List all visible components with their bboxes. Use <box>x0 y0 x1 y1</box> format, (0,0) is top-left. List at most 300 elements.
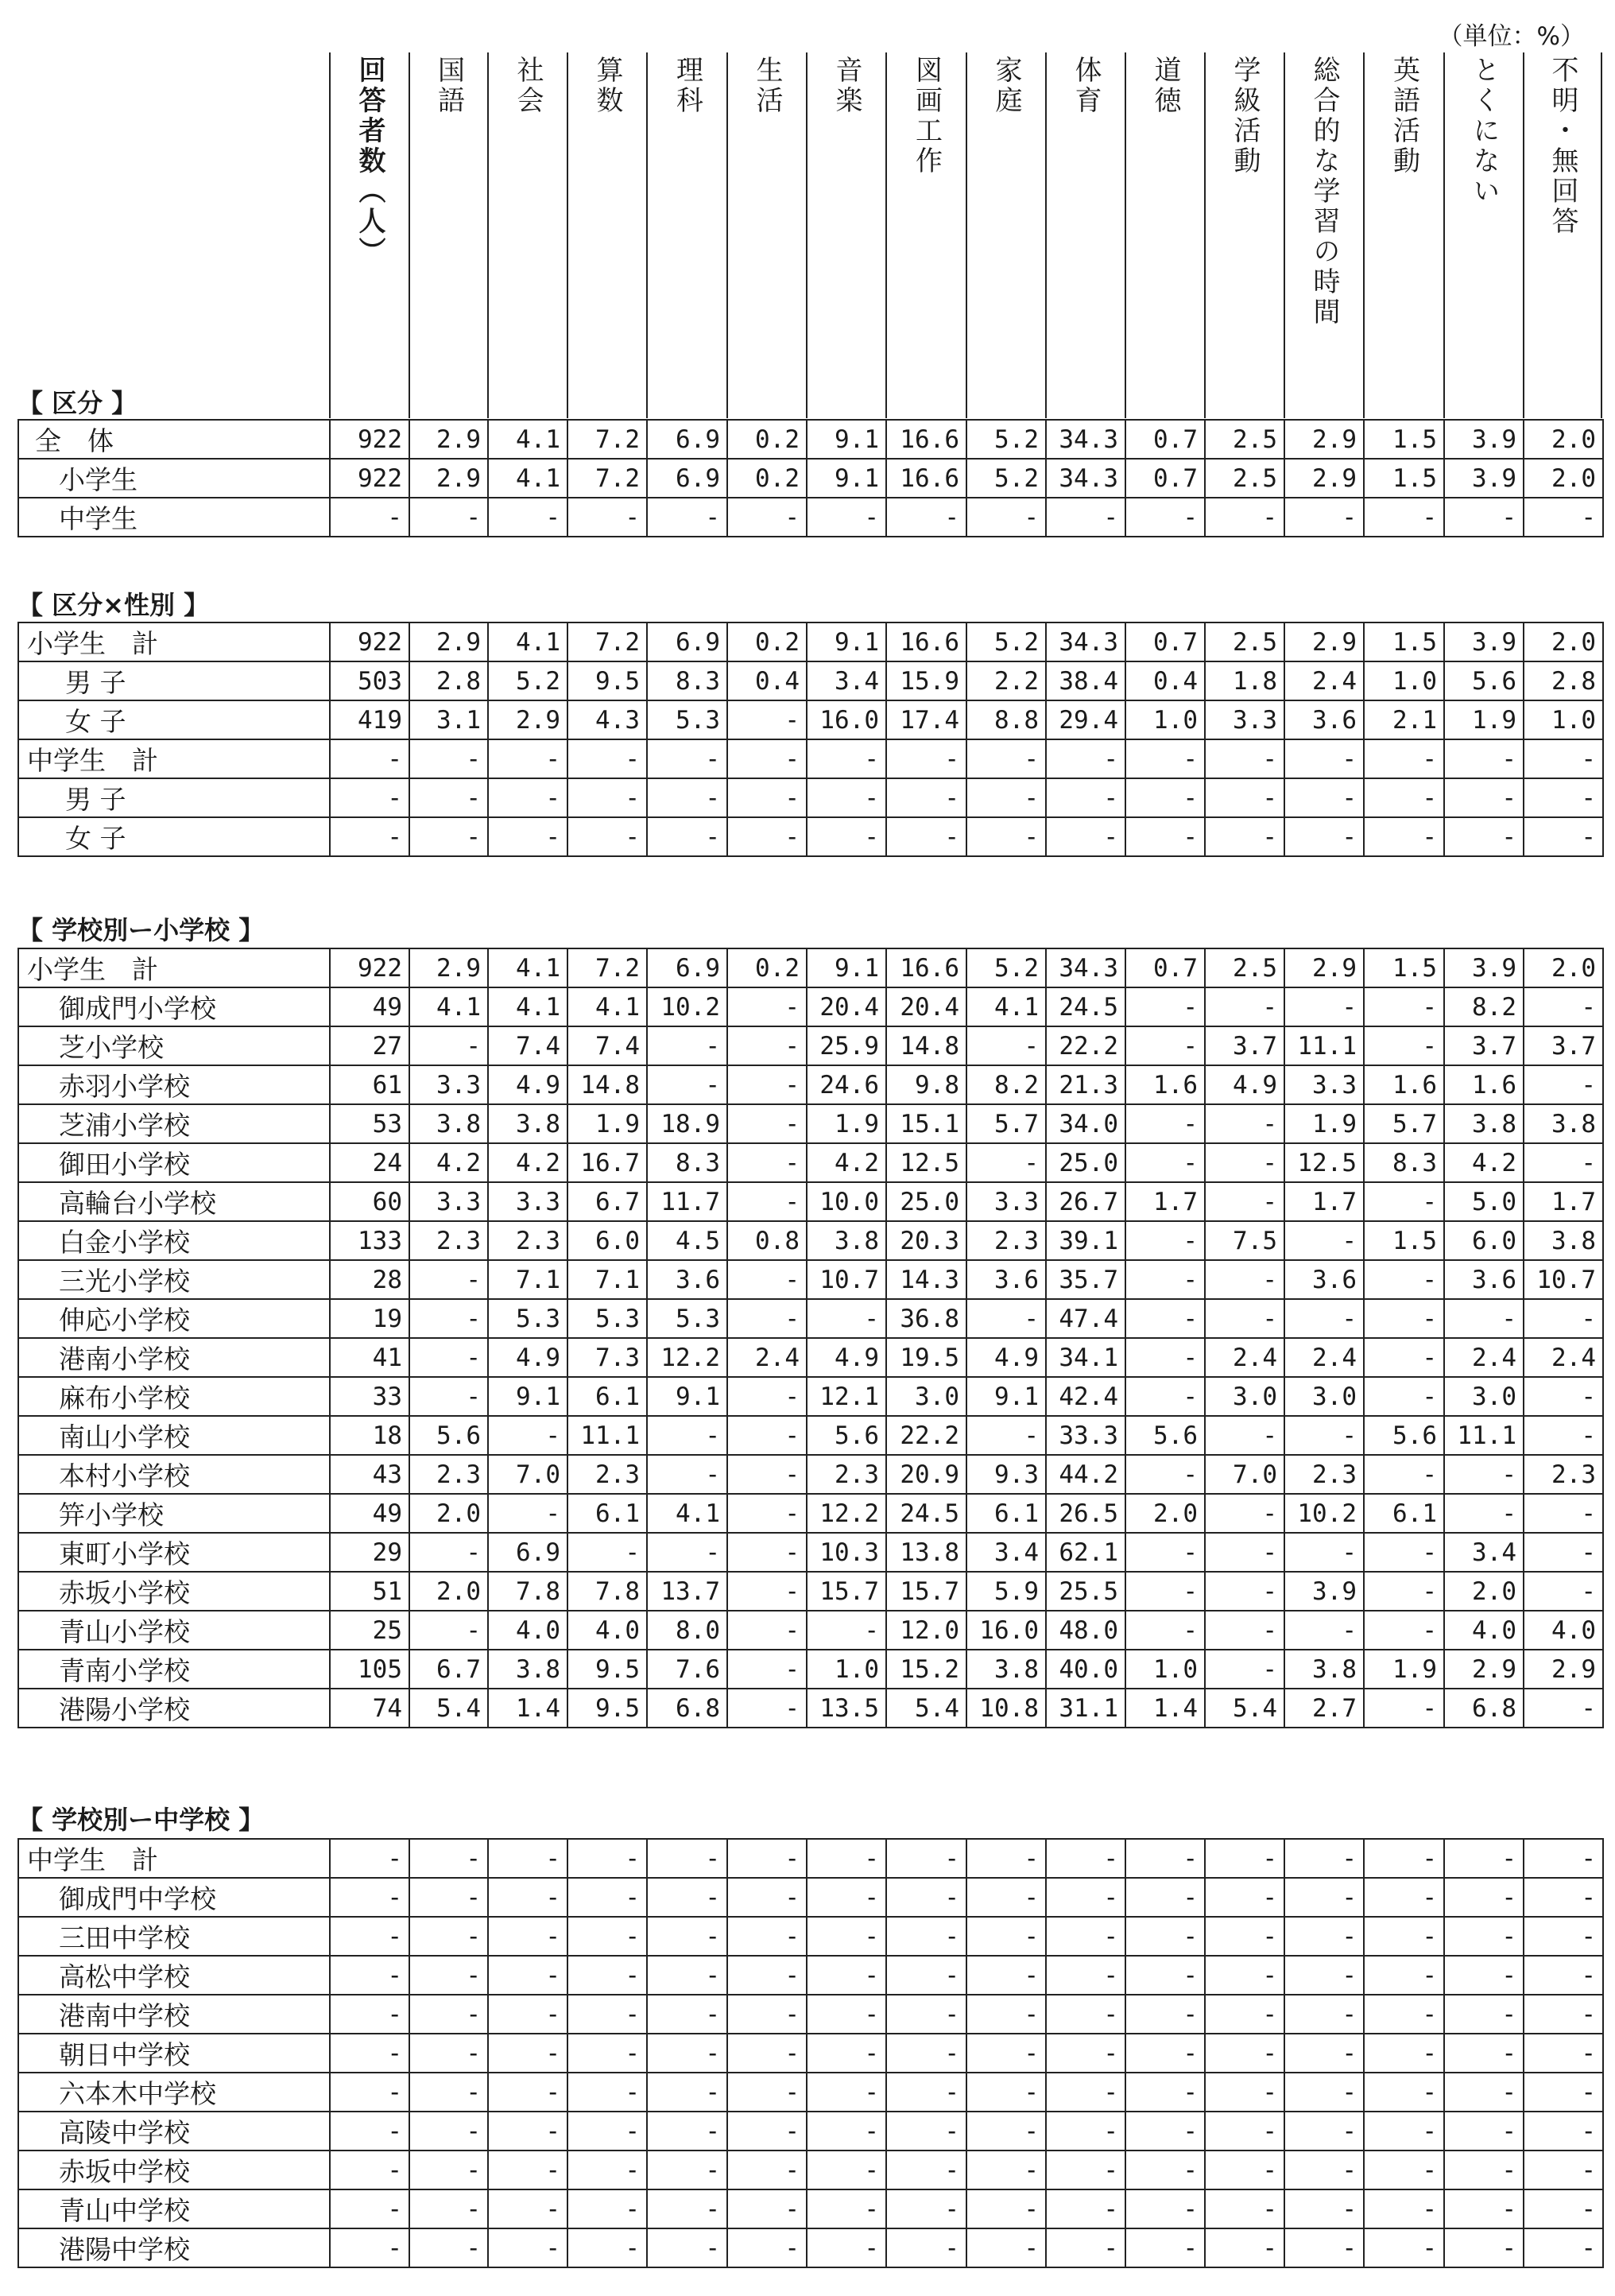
percent-cell: - <box>966 2073 1046 2112</box>
percent-cell: - <box>1364 1611 1444 1650</box>
percent-cell: 9.5 <box>567 1689 647 1728</box>
percent-cell: 3.3 <box>488 1182 567 1221</box>
percent-cell: 9.1 <box>647 1377 727 1416</box>
percent-cell: - <box>1125 1839 1205 1878</box>
percent-cell: - <box>488 1494 567 1533</box>
section-title: 【 区分 】 <box>17 388 137 418</box>
percent-cell: - <box>1444 1299 1524 1338</box>
percent-cell: 9.1 <box>807 420 886 459</box>
percent-cell: - <box>1284 778 1364 817</box>
percent-cell: 20.4 <box>807 987 886 1026</box>
percent-cell: - <box>886 739 966 778</box>
percent-cell: - <box>567 817 647 856</box>
column-header-label: 学級活動 <box>1229 56 1261 176</box>
percent-cell: - <box>1284 817 1364 856</box>
table-row <box>18 1299 1603 1338</box>
percent-cell: 1.6 <box>1444 1065 1524 1104</box>
percent-cell: - <box>727 2073 807 2112</box>
section-title: 【 学校別ー小学校 】 <box>17 915 265 945</box>
percent-cell: 1.9 <box>1444 700 1524 739</box>
percent-cell: 1.5 <box>1364 948 1444 987</box>
percent-cell: - <box>567 1956 647 1995</box>
percent-cell: - <box>1524 2073 1603 2112</box>
percent-cell: 2.9 <box>409 459 488 498</box>
percent-cell: 3.0 <box>1284 1377 1364 1416</box>
table-row <box>18 739 1603 778</box>
respondent-count-cell: - <box>330 817 409 856</box>
row-label: 赤坂中学校 <box>18 2151 330 2189</box>
percent-cell: - <box>488 2034 567 2073</box>
column-header <box>1363 52 1443 418</box>
percent-cell: - <box>1125 1956 1205 1995</box>
percent-cell: - <box>1524 1572 1603 1611</box>
percent-cell: - <box>1125 2189 1205 2228</box>
percent-cell: 15.7 <box>807 1572 886 1611</box>
percent-cell: - <box>567 1839 647 1878</box>
percent-cell: 3.9 <box>1444 622 1524 661</box>
percent-cell: 8.2 <box>966 1065 1046 1104</box>
respondent-count-cell: 19 <box>330 1299 409 1338</box>
percent-cell: - <box>1046 2034 1125 2073</box>
percent-cell: 10.0 <box>807 1182 886 1221</box>
percent-cell: 7.8 <box>567 1572 647 1611</box>
percent-cell: - <box>567 1533 647 1572</box>
percent-cell: 3.9 <box>1444 459 1524 498</box>
table-row <box>18 700 1603 739</box>
percent-cell: - <box>1125 817 1205 856</box>
percent-cell: 2.5 <box>1205 459 1284 498</box>
table-row <box>18 2189 1603 2228</box>
percent-cell: - <box>1524 1494 1603 1533</box>
row-label: 青山中学校 <box>18 2189 330 2228</box>
percent-cell: 2.4 <box>1284 661 1364 700</box>
percent-cell: - <box>1205 498 1284 537</box>
percent-cell: 7.1 <box>567 1260 647 1299</box>
percent-cell: - <box>727 817 807 856</box>
percent-cell: - <box>1524 817 1603 856</box>
percent-cell: 3.8 <box>488 1104 567 1143</box>
percent-cell: 24.5 <box>886 1494 966 1533</box>
percent-cell: - <box>727 1299 807 1338</box>
percent-cell: - <box>1364 1572 1444 1611</box>
row-label: 伸応小学校 <box>18 1299 330 1338</box>
percent-cell: 3.8 <box>966 1650 1046 1689</box>
percent-cell: - <box>1046 778 1125 817</box>
percent-cell: - <box>966 1299 1046 1338</box>
percent-cell: - <box>1125 2228 1205 2267</box>
percent-cell: 6.8 <box>1444 1689 1524 1728</box>
percent-cell: - <box>966 2151 1046 2189</box>
percent-cell: - <box>807 2112 886 2151</box>
percent-cell: - <box>409 2228 488 2267</box>
percent-cell: 5.3 <box>647 700 727 739</box>
percent-cell: - <box>727 1956 807 1995</box>
table-row <box>18 778 1603 817</box>
percent-cell: 2.9 <box>1284 948 1364 987</box>
respondent-count-cell: 27 <box>330 1026 409 1065</box>
percent-cell: - <box>966 1878 1046 1917</box>
percent-cell: 3.3 <box>1205 700 1284 739</box>
percent-cell: - <box>647 1065 727 1104</box>
column-header-label: 図画工作 <box>910 56 943 176</box>
percent-cell: - <box>567 2034 647 2073</box>
percent-cell: - <box>1284 2151 1364 2189</box>
table-row <box>18 2112 1603 2151</box>
percent-cell: - <box>1125 1455 1205 1494</box>
percent-cell: 3.6 <box>1284 700 1364 739</box>
percent-cell: - <box>1524 2189 1603 2228</box>
column-header <box>567 52 646 418</box>
row-label: 麻布小学校 <box>18 1377 330 1416</box>
row-label: 小学生 計 <box>18 948 330 987</box>
percent-cell: - <box>807 817 886 856</box>
percent-cell: - <box>1364 2228 1444 2267</box>
row-label: 朝日中学校 <box>18 2034 330 2073</box>
percent-cell: - <box>1444 739 1524 778</box>
percent-cell: 2.9 <box>409 948 488 987</box>
table-row <box>18 1143 1603 1182</box>
percent-cell: 1.4 <box>488 1689 567 1728</box>
respondent-count-cell: 922 <box>330 420 409 459</box>
percent-cell: - <box>1524 2112 1603 2151</box>
percent-cell: 5.2 <box>966 622 1046 661</box>
percent-cell: - <box>807 1878 886 1917</box>
percent-cell: - <box>488 1839 567 1878</box>
percent-cell: - <box>647 778 727 817</box>
row-label: 本村小学校 <box>18 1455 330 1494</box>
percent-cell: 14.8 <box>567 1065 647 1104</box>
percent-cell: 3.4 <box>966 1533 1046 1572</box>
percent-cell: - <box>1205 778 1284 817</box>
percent-cell: - <box>1524 498 1603 537</box>
percent-cell: 16.7 <box>567 1143 647 1182</box>
respondent-count-cell: - <box>330 2151 409 2189</box>
percent-cell: 1.9 <box>807 1104 886 1143</box>
column-header <box>726 52 806 418</box>
table-row <box>18 1182 1603 1221</box>
percent-cell: - <box>727 1182 807 1221</box>
percent-cell: - <box>727 1065 807 1104</box>
percent-cell: - <box>1364 1533 1444 1572</box>
percent-cell: - <box>1205 2034 1284 2073</box>
percent-cell: - <box>1205 1104 1284 1143</box>
percent-cell: - <box>1444 2112 1524 2151</box>
column-header <box>329 52 409 418</box>
percent-cell: 16.6 <box>886 420 966 459</box>
percent-cell: 5.4 <box>409 1689 488 1728</box>
percent-cell: - <box>488 1416 567 1455</box>
percent-cell: - <box>1524 1065 1603 1104</box>
percent-cell: - <box>1125 2112 1205 2151</box>
percent-cell: 5.3 <box>647 1299 727 1338</box>
percent-cell: - <box>647 1533 727 1572</box>
percent-cell: - <box>567 1917 647 1956</box>
percent-cell: - <box>1444 498 1524 537</box>
column-header <box>1523 52 1602 418</box>
percent-cell: - <box>1364 987 1444 1026</box>
row-label: 赤坂小学校 <box>18 1572 330 1611</box>
percent-cell: - <box>727 1878 807 1917</box>
percent-cell: - <box>409 1839 488 1878</box>
percent-cell: - <box>1444 2151 1524 2189</box>
data-table <box>17 948 1604 1728</box>
percent-cell: - <box>1364 1338 1444 1377</box>
percent-cell: 34.3 <box>1046 948 1125 987</box>
percent-cell: - <box>1444 1494 1524 1533</box>
percent-cell: 0.2 <box>727 622 807 661</box>
percent-cell: - <box>1046 1995 1125 2034</box>
table-row <box>18 2228 1603 2267</box>
percent-cell: 3.9 <box>1284 1572 1364 1611</box>
percent-cell: 1.8 <box>1205 661 1284 700</box>
percent-cell: - <box>886 2189 966 2228</box>
percent-cell: 4.9 <box>966 1338 1046 1377</box>
percent-cell: 2.9 <box>409 420 488 459</box>
percent-cell: 5.2 <box>966 948 1046 987</box>
respondent-count-cell: 105 <box>330 1650 409 1689</box>
percent-cell: - <box>807 1956 886 1995</box>
percent-cell: 4.1 <box>488 459 567 498</box>
percent-cell: 8.3 <box>647 661 727 700</box>
percent-cell: 2.3 <box>409 1221 488 1260</box>
percent-cell: 3.6 <box>1444 1260 1524 1299</box>
respondent-count-cell: - <box>330 1839 409 1878</box>
percent-cell: 11.7 <box>647 1182 727 1221</box>
percent-cell: - <box>727 1026 807 1065</box>
row-label: 全 体 <box>18 420 330 459</box>
row-label: 港陽中学校 <box>18 2228 330 2267</box>
percent-cell: - <box>647 1917 727 1956</box>
column-header <box>1045 52 1125 418</box>
percent-cell: - <box>966 739 1046 778</box>
table-row <box>18 1650 1603 1689</box>
percent-cell: - <box>727 1689 807 1728</box>
percent-cell: - <box>647 1839 727 1878</box>
percent-cell: - <box>409 1956 488 1995</box>
percent-cell: - <box>409 1026 488 1065</box>
percent-cell: 4.1 <box>647 1494 727 1533</box>
percent-cell: - <box>966 2189 1046 2228</box>
percent-cell: - <box>1284 1299 1364 1338</box>
row-label: 三光小学校 <box>18 1260 330 1299</box>
percent-cell: - <box>647 498 727 537</box>
respondent-count-cell: 922 <box>330 459 409 498</box>
percent-cell: - <box>488 817 567 856</box>
percent-cell: 17.4 <box>886 700 966 739</box>
percent-cell: - <box>647 1026 727 1065</box>
percent-cell: 3.4 <box>807 661 886 700</box>
percent-cell: - <box>1205 1917 1284 1956</box>
percent-cell: 2.9 <box>1284 420 1364 459</box>
percent-cell: - <box>727 1839 807 1878</box>
percent-cell: - <box>966 1995 1046 2034</box>
table-row <box>18 459 1603 498</box>
percent-cell: 5.4 <box>1205 1689 1284 1728</box>
row-label: 六本木中学校 <box>18 2073 330 2112</box>
table-row <box>18 1221 1603 1260</box>
percent-cell: 0.4 <box>727 661 807 700</box>
row-label: 御成門小学校 <box>18 987 330 1026</box>
percent-cell: - <box>1284 1839 1364 1878</box>
column-header-label: 家庭 <box>990 56 1022 116</box>
percent-cell: - <box>727 2151 807 2189</box>
respondent-count-cell: 33 <box>330 1377 409 1416</box>
percent-cell: 9.1 <box>807 622 886 661</box>
percent-cell: 1.0 <box>1364 661 1444 700</box>
percent-cell: - <box>1364 1026 1444 1065</box>
percent-cell: 2.4 <box>1284 1338 1364 1377</box>
percent-cell: - <box>727 1995 807 2034</box>
percent-cell: 4.1 <box>488 948 567 987</box>
percent-cell: 6.9 <box>488 1533 567 1572</box>
row-label: 御田小学校 <box>18 1143 330 1182</box>
percent-cell: - <box>807 2151 886 2189</box>
percent-cell: - <box>409 1917 488 1956</box>
percent-cell: - <box>727 2189 807 2228</box>
percent-cell: 1.0 <box>1125 700 1205 739</box>
column-header <box>409 52 487 418</box>
percent-cell: - <box>1125 2034 1205 2073</box>
row-label: 小学生 <box>18 459 330 498</box>
percent-cell: 5.6 <box>807 1416 886 1455</box>
percent-cell: 1.6 <box>1125 1065 1205 1104</box>
percent-cell: - <box>727 2034 807 2073</box>
percent-cell: 4.1 <box>488 420 567 459</box>
percent-cell: 6.9 <box>647 420 727 459</box>
percent-cell: 2.3 <box>966 1221 1046 1260</box>
table-row <box>18 948 1603 987</box>
percent-cell: - <box>886 2034 966 2073</box>
percent-cell: 19.5 <box>886 1338 966 1377</box>
percent-cell: 1.7 <box>1125 1182 1205 1221</box>
percent-cell: - <box>1444 2073 1524 2112</box>
percent-cell: - <box>1125 1995 1205 2034</box>
percent-cell: 1.0 <box>1125 1650 1205 1689</box>
respondent-count-cell: - <box>330 778 409 817</box>
percent-cell: - <box>1205 1995 1284 2034</box>
percent-cell: - <box>1364 1260 1444 1299</box>
percent-cell: 2.4 <box>1444 1338 1524 1377</box>
percent-cell: - <box>1284 739 1364 778</box>
respondent-count-cell: - <box>330 2112 409 2151</box>
respondent-count-cell: - <box>330 2034 409 2073</box>
section-title: 【 区分×性別 】 <box>17 590 210 620</box>
column-header-label: 英語活動 <box>1388 56 1420 176</box>
percent-cell: 7.3 <box>567 1338 647 1377</box>
percent-cell: 21.3 <box>1046 1065 1125 1104</box>
percent-cell: - <box>647 2189 727 2228</box>
percent-cell: - <box>727 1494 807 1533</box>
percent-cell: - <box>966 1143 1046 1182</box>
percent-cell: 16.6 <box>886 622 966 661</box>
percent-cell: 2.0 <box>409 1572 488 1611</box>
table-row <box>18 987 1603 1026</box>
percent-cell: - <box>886 1995 966 2034</box>
percent-cell: - <box>1205 2073 1284 2112</box>
percent-cell: 5.6 <box>1444 661 1524 700</box>
percent-cell: 2.8 <box>409 661 488 700</box>
table-row <box>18 1026 1603 1065</box>
percent-cell: - <box>488 2189 567 2228</box>
row-label: 御成門中学校 <box>18 1878 330 1917</box>
percent-cell: - <box>1205 1839 1284 1878</box>
percent-cell: 2.0 <box>1125 1494 1205 1533</box>
table-row <box>18 661 1603 700</box>
percent-cell: - <box>567 2228 647 2267</box>
percent-cell: - <box>886 1839 966 1878</box>
percent-cell: - <box>1444 2034 1524 2073</box>
row-label: 女 子 <box>18 700 330 739</box>
percent-cell: 4.0 <box>567 1611 647 1650</box>
percent-cell: 4.0 <box>488 1611 567 1650</box>
percent-cell: 5.0 <box>1444 1182 1524 1221</box>
percent-cell: - <box>1205 1650 1284 1689</box>
row-label: 小学生 計 <box>18 622 330 661</box>
percent-cell: - <box>1524 2151 1603 2189</box>
percent-cell: 0.4 <box>1125 661 1205 700</box>
table-row <box>18 1572 1603 1611</box>
percent-cell: - <box>1125 1026 1205 1065</box>
percent-cell: - <box>488 778 567 817</box>
percent-cell: - <box>807 498 886 537</box>
percent-cell: - <box>1284 2112 1364 2151</box>
percent-cell: 3.8 <box>1444 1104 1524 1143</box>
percent-cell: - <box>1444 778 1524 817</box>
percent-cell: 15.1 <box>886 1104 966 1143</box>
table-row <box>18 1689 1603 1728</box>
column-header-label: 体育 <box>1070 56 1102 116</box>
percent-cell: - <box>409 498 488 537</box>
percent-cell: - <box>1444 1839 1524 1878</box>
percent-cell: 0.7 <box>1125 622 1205 661</box>
percent-cell: 3.1 <box>409 700 488 739</box>
percent-cell: 4.3 <box>567 700 647 739</box>
column-header-label: 音楽 <box>831 56 862 116</box>
percent-cell: 3.7 <box>1205 1026 1284 1065</box>
percent-cell: - <box>409 1878 488 1917</box>
percent-cell: - <box>727 1260 807 1299</box>
percent-cell: - <box>727 1611 807 1650</box>
percent-cell: - <box>409 1533 488 1572</box>
percent-cell: 3.9 <box>1444 948 1524 987</box>
column-header <box>806 52 885 418</box>
percent-cell: 3.8 <box>488 1650 567 1689</box>
percent-cell: - <box>966 1917 1046 1956</box>
percent-cell: 3.0 <box>1205 1377 1284 1416</box>
percent-cell: - <box>966 2034 1046 2073</box>
percent-cell: - <box>1284 2073 1364 2112</box>
table-row <box>18 1416 1603 1455</box>
percent-cell: 2.0 <box>1444 1572 1524 1611</box>
percent-cell: - <box>1284 1995 1364 2034</box>
percent-cell: 42.4 <box>1046 1377 1125 1416</box>
percent-cell: 0.2 <box>727 948 807 987</box>
percent-cell: 9.1 <box>807 948 886 987</box>
percent-cell: 2.2 <box>966 661 1046 700</box>
percent-cell: - <box>567 498 647 537</box>
percent-cell: 15.9 <box>886 661 966 700</box>
column-header-label: 理科 <box>671 56 703 116</box>
percent-cell: - <box>727 739 807 778</box>
table-row <box>18 1956 1603 1995</box>
column-header-label: とくにない <box>1468 56 1500 207</box>
respondent-count-cell: - <box>330 2228 409 2267</box>
percent-cell: - <box>727 1917 807 1956</box>
percent-cell: 1.0 <box>807 1650 886 1689</box>
percent-cell: - <box>1284 987 1364 1026</box>
respondent-count-cell: 18 <box>330 1416 409 1455</box>
percent-cell: - <box>1205 817 1284 856</box>
